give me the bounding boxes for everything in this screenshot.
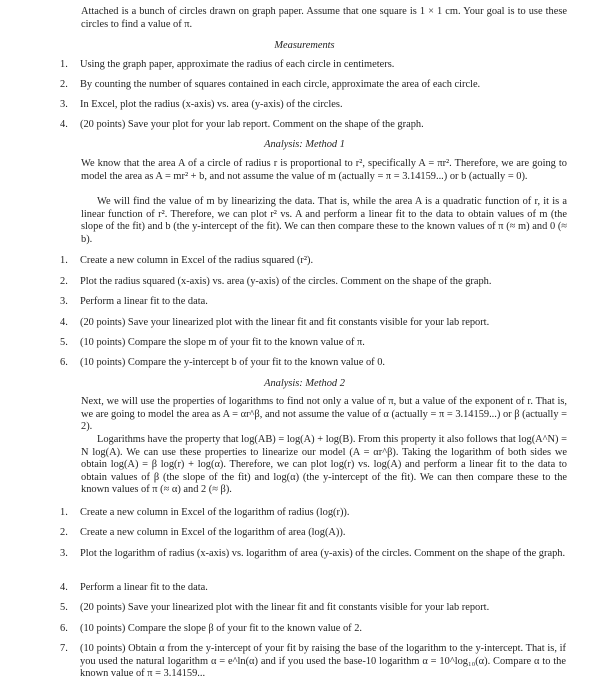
item-text: By counting the number of squares contained in each circle, approximate the area of each circle.: [80, 79, 481, 90]
item-number: 6.: [60, 623, 68, 634]
item-number: 2.: [60, 276, 68, 287]
item-text: Perform a linear fit to the data.: [80, 582, 208, 593]
item-number: 1.: [60, 255, 68, 266]
item-number: 1.: [60, 59, 68, 70]
item-number: 4.: [60, 317, 68, 328]
method1-paragraph-2: We will find the value of m by linearizing the data. That is, while the area A is a quadratic function of r, it is a linear function of r². Therefore, we can plot r² vs. A and perform a linear fit to the data to obtain values of m (the slope of the fit) and b (the y-intercept of the fit). We can then compare these to the known values of π (≈ m) and 0 (≈ b).: [81, 196, 567, 245]
item-text: (20 points) Save your linearized plot with the linear fit and fit constants visible for your lab report.: [80, 602, 490, 613]
item-text: Create a new column in Excel of the logarithm of radius (log(r)).: [80, 507, 350, 518]
item-number: 3.: [60, 548, 68, 559]
item-number: 3.: [60, 99, 68, 110]
method2-paragraph-2: Logarithms have the property that log(AB) = log(A) + log(B). From this property it also follows that log(A^N) = N log(A). We can use these properties to linearize our model (A = αr^β). Taking the logarithm of both sides we obtain log(A) = β log(r) + log(α). Therefore, we can plot log(r) vs. log(A) and perform a linear fit to the data to obtain values of β (the slope of the fit) and log(α) (the y-intercept of the fit). We can then compare these to the known values of π (≈ α) and 2 (≈ β).: [81, 434, 567, 496]
item-text: (10 points) Compare the slope m of your fit to the known value of π.: [80, 337, 365, 348]
item-number: 4.: [60, 119, 68, 130]
item-number: 7.: [60, 643, 68, 654]
item-text: Create a new column in Excel of the logarithm of area (log(A)).: [80, 527, 346, 538]
item-number: 3.: [60, 296, 68, 307]
item-text: Perform a linear fit to the data.: [80, 296, 208, 307]
item-text: (20 points) Save your linearized plot with the linear fit and fit constants visible for your lab report.: [80, 317, 490, 328]
method2-paragraph-1: Next, we will use the properties of logarithms to find not only a value of π, but a value of the exponent of r. That is, we are going to model the area as A = αr^β, and not assume the value of α (actually = π = 3.14159...) or β (actually = 2).: [81, 396, 567, 433]
item-number: 5.: [60, 602, 68, 613]
item-text: (10 points) Compare the y-intercept b of your fit to the known value of 0.: [80, 357, 386, 368]
item-text: Plot the radius squared (x-axis) vs. area (y-axis) of the circles. Comment on the shape of the graph.: [80, 276, 492, 287]
method1-paragraph-1: We know that the area A of a circle of radius r is proportional to r², specifically A = πr². Therefore, we are going to model the area as A = mr² + b, and not assume the value of m (actually = π = 3.14159...) or b (actually = 0).: [81, 158, 567, 182]
item-number: 1.: [60, 507, 68, 518]
measurements-heading: Measurements: [274, 40, 335, 51]
intro-paragraph: Attached is a bunch of circles drawn on graph paper. Assume that one square is 1 × 1 cm. Your goal is to use these circles to find a value of π.: [81, 6, 567, 30]
item-text: (10 points) Obtain α from the y-intercept of your fit by raising the base of the logarithm to the y-intercept. That is, if you used the natural logarithm α = e^ln(α) and if you used the base-10 logarithm α = 10^log₁₀(α). Compare α to the known value of π = 3.14159...: [80, 643, 566, 680]
method1-heading: Analysis: Method 1: [264, 139, 345, 150]
method2-heading: Analysis: Method 2: [264, 378, 345, 389]
item-number: 6.: [60, 357, 68, 368]
item-text: In Excel, plot the radius (x-axis) vs. area (y-axis) of the circles.: [80, 99, 343, 110]
item-text: (20 points) Save your plot for your lab report. Comment on the shape of the graph.: [80, 119, 424, 130]
item-number: 2.: [60, 79, 68, 90]
item-text: Create a new column in Excel of the radius squared (r²).: [80, 255, 314, 266]
item-text: Using the graph paper, approximate the radius of each circle in centimeters.: [80, 59, 395, 70]
item-number: 5.: [60, 337, 68, 348]
item-number: 4.: [60, 582, 68, 593]
item-text: Plot the logarithm of radius (x-axis) vs. logarithm of area (y-axis) of the circles. Comment on the shape of the graph.: [80, 548, 566, 559]
item-number: 2.: [60, 527, 68, 538]
item-text: (10 points) Compare the slope β of your fit to the known value of 2.: [80, 623, 363, 634]
